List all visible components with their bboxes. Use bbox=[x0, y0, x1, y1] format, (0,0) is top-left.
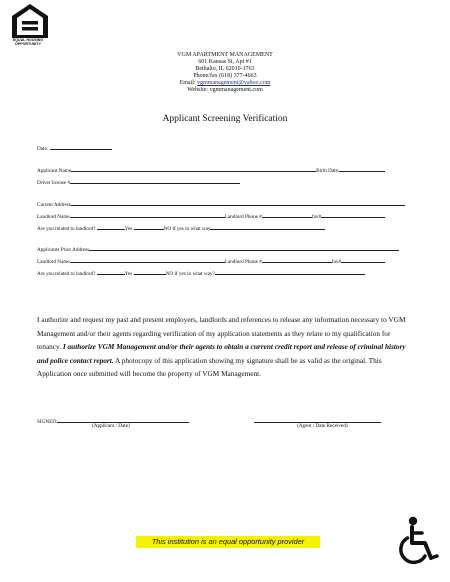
current-address-field[interactable] bbox=[71, 199, 405, 206]
yes-label: Yes bbox=[124, 226, 133, 232]
equal-housing-logo-text: EQUAL HOUSING OPPORTUNITY bbox=[12, 38, 44, 47]
fax-label: fax# bbox=[311, 214, 322, 220]
landlord-phone-field[interactable] bbox=[262, 211, 312, 218]
prior-address-field[interactable] bbox=[89, 244, 399, 251]
applicant-signature-field[interactable] bbox=[57, 416, 189, 423]
address-line-2: Bethalto, IL 62010-1763 bbox=[195, 66, 255, 72]
landlord-phone-field[interactable] bbox=[262, 256, 332, 263]
fax-label: fax# bbox=[331, 259, 342, 265]
phone-fax: Phone/fax (618) 377-4663 bbox=[193, 73, 257, 79]
landlord-phone-label: Landlord Phone # bbox=[224, 259, 262, 265]
drivers-license-row bbox=[37, 177, 240, 187]
date-row bbox=[37, 143, 112, 153]
landlord-name-field[interactable] bbox=[70, 256, 225, 263]
relation-field[interactable] bbox=[210, 223, 325, 230]
no-label: NO bbox=[163, 226, 172, 232]
no-field[interactable] bbox=[134, 223, 164, 230]
prior-address-label: Applicants Prior Address bbox=[37, 247, 90, 253]
yes-field[interactable] bbox=[97, 268, 125, 275]
birth-date-label: Birth Date: bbox=[316, 168, 340, 174]
applicant-date-caption: (Applicant / Date) bbox=[92, 423, 130, 429]
company-name: VGM APARTMENT MANAGEMENT bbox=[177, 52, 273, 58]
landlord-name-label: Landlord Name bbox=[37, 214, 70, 220]
wheelchair-icon bbox=[398, 516, 442, 566]
no-field[interactable] bbox=[134, 268, 166, 275]
prior-address-row bbox=[37, 244, 399, 254]
yes-field[interactable] bbox=[97, 223, 125, 230]
signed-label: SIGNED: bbox=[37, 419, 58, 425]
current-address-label: Current Address bbox=[37, 202, 71, 208]
fax-field[interactable] bbox=[341, 256, 385, 263]
email-link[interactable]: vgmmanagement@yahoo.com bbox=[197, 80, 271, 86]
related-row-current bbox=[37, 223, 325, 233]
applicant-name-label: Applicant Name bbox=[37, 168, 72, 174]
current-address-row bbox=[37, 199, 405, 209]
applicant-name-row bbox=[37, 165, 385, 175]
email-line bbox=[0, 80, 450, 87]
authorization-paragraph bbox=[37, 313, 415, 381]
applicant-name-field[interactable] bbox=[71, 165, 316, 172]
if-yes-label: if yes in what way? bbox=[174, 271, 215, 277]
drivers-license-label: Driver license # bbox=[37, 180, 71, 186]
date-field[interactable] bbox=[50, 143, 112, 150]
landlord-name-field[interactable] bbox=[70, 211, 225, 218]
fax-field[interactable] bbox=[321, 211, 385, 218]
email-label: Email: bbox=[179, 80, 198, 86]
no-label: NO bbox=[165, 271, 174, 277]
relation-field[interactable] bbox=[215, 268, 365, 275]
related-label: Are you related to landlord? bbox=[37, 271, 96, 277]
address-line-1: 601 Kansas St, Apt #1 bbox=[198, 59, 252, 65]
equal-opportunity-notice: This institution is an equal opportunity provider bbox=[136, 536, 320, 548]
website-line: Website: vgmmanagement.com bbox=[187, 87, 263, 93]
landlord-phone-label: Landlord Phone # bbox=[224, 214, 262, 220]
yes-label: Yes bbox=[124, 271, 133, 277]
related-row-prior bbox=[37, 268, 365, 278]
agent-date-caption: (Agent / Date Received) bbox=[297, 423, 348, 429]
landlord-row-current bbox=[37, 211, 385, 221]
drivers-license-field[interactable] bbox=[70, 177, 240, 184]
authorization-text-1: I authorize and request my past and present employers, landlords and references to release any information necessary to VGM Management and/or their agents regarding verification of my application statements as they relate to my qualification for tenancy. bbox=[37, 315, 406, 352]
landlord-row-prior bbox=[37, 256, 385, 266]
page-title: Applicant Screening Verification bbox=[162, 114, 288, 124]
authorization-text-2: A photocopy of this application showing my signature shall be as valid as the original. This Application once submitted will become the property of VGM Management. bbox=[37, 355, 382, 379]
authorization-credit-clause: I authorize VGM Management and/or their agents to obtain a current credit report and release of criminal history and police contact report. bbox=[37, 342, 406, 365]
agent-signature-field[interactable] bbox=[254, 416, 381, 423]
date-label: Date: bbox=[37, 146, 49, 152]
birth-date-field[interactable] bbox=[339, 165, 385, 172]
if-yes-label: if yes in what way bbox=[172, 226, 211, 232]
related-label: Are you related to landlord? bbox=[37, 226, 96, 232]
landlord-name-label: Landlord Name bbox=[37, 259, 70, 265]
